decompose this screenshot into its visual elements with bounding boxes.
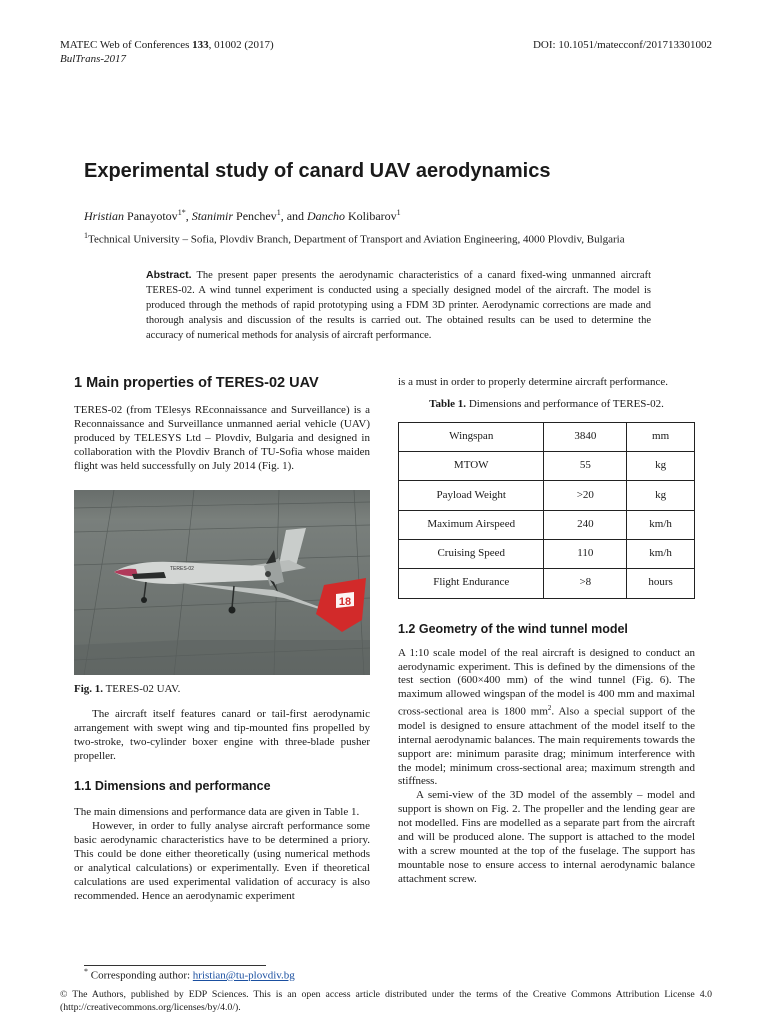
table-row — [399, 510, 695, 539]
author-list: Hristian Panayotov$^{1*}$, Stanimir Penchev$^1$, and Dancho Kolibarov$^1$ — [84, 208, 401, 223]
running-header — [60, 38, 712, 66]
table-cell-value: >8 — [544, 569, 627, 598]
table-row — [399, 569, 695, 598]
abstract-text: The present paper presents the aerodynamic characteristics of a canard fixed-wing unmanned aircraft TERES-02. A wind tunnel experiment is conducted using a specially designed model of the aircraft. The model is produced through the methods of rapid prototyping using a FDM 3D printer. Aerodynamic corrections are made and thorough analysis and discussion of the results is carried out. The obtained results can be used to determine the accuracy of numerical methods for analysis of aircraft performance. — [146, 270, 651, 341]
table-cell-parameter: MTOW — [399, 452, 544, 481]
paragraph: The aircraft itself features canard or tail-first aerodynamic arrangement with swept wing and tip-mounted fins propelled by two-stroke, two-cylinder boxer engine with three-blade pusher propeller. — [74, 708, 370, 763]
paragraph: A 1:10 scale model of the real aircraft is designed to conduct an aerodynamic experiment. This is defined by the dimensions of the test section (600×400 mm) of the wind tunnel (Fig. 6). The maximum allowed wingspan of the model is 400 mm and maximal cross-sectional area is 1800 $mm^2$. Also a special support of the model is designed to ensure attachment of the model itself to the internal aerodynamic balances. The main requirements towards the support are: minimum parasite drag; minimum interference with the model; minimum cross-sectional area; maximum strength and stiffness. — [398, 646, 695, 788]
table-row — [399, 422, 695, 451]
performance-table — [398, 422, 695, 599]
table-cell-value: >20 — [544, 481, 627, 510]
section-heading: 1 Main properties of TERES-02 UAV — [74, 375, 319, 391]
table-cell-parameter: Cruising Speed — [399, 540, 544, 569]
table-cell-unit: kg — [627, 481, 695, 510]
paragraph: The main dimensions and performance data are given in Table 1. — [74, 806, 360, 819]
author-family-name: Kolibarov — [345, 209, 397, 223]
table-cell-value: 3840 — [544, 422, 627, 451]
table-row — [399, 481, 695, 510]
table-cell-value: 55 — [544, 452, 627, 481]
conference-name: BulTrans-2017 — [60, 53, 127, 65]
author-given-name: Hristian — [84, 209, 125, 223]
table-cell-parameter: Maximum Airspeed — [399, 510, 544, 539]
table-cell-parameter: Flight Endurance — [399, 569, 544, 598]
author-family-name: Penchev — [233, 209, 277, 223]
subsection-heading: 1.2 Geometry of the wind tunnel model — [398, 621, 628, 636]
paragraph: A semi-view of the 3D model of the assembly – model and support is shown on Fig. 2. The propeller and the lending gear are not modelled. Fins are modelled as a separate part from the aircraft and will be produced alone. The support is attached to the model with a screw mounted at the top of the fuselage. The support has mountable nose to ensure access to internal aerodynamic balance attachment screw. — [398, 789, 695, 885]
table-cell-unit: km/h — [627, 540, 695, 569]
paragraph: is a must in order to properly determine aircraft performance. — [398, 376, 668, 388]
abstract — [146, 268, 651, 343]
author-family-name: Panayotov — [124, 209, 178, 223]
uav-photo — [74, 490, 370, 675]
table-row — [399, 540, 695, 569]
table-caption: Table 1. Dimensions and performance of TERES-02. — [429, 397, 664, 410]
figure-caption: Fig. 1. TERES-02 UAV. — [74, 682, 181, 695]
affiliation: $^1$Technical University – Sofia, Plovdiv Branch, Department of Transport and Aviation Engineering, 4000 Plovdiv, Bulgaria — [84, 231, 625, 246]
journal-citation: MATEC Web of Conferences 133, 01002 (2017) — [60, 39, 274, 51]
license-notice: © The Authors, published by EDP Sciences. This is an open access article distributed under the terms of the Creative Commons Attribution License 4.0 (http://creativecommons.org/licenses/by/4.0/). — [60, 989, 712, 1013]
table-row — [399, 452, 695, 481]
table-cell-value: 240 — [544, 510, 627, 539]
table-cell-value: 110 — [544, 540, 627, 569]
paragraph: However, in order to fully analyse aircraft performance some basic aerodynamic characteristics have to be determined a priory. This could be done either theoretically (using numerical methods or analytical calculations) or experimentally. Even if theoretical calculations are used experimental validation of accuracy is also recommended. Hence an aerodynamic experiment — [74, 819, 370, 902]
table-cell-unit: kg — [627, 452, 695, 481]
author-given-name: Dancho — [307, 209, 346, 223]
abstract-label: Abstract. — [146, 269, 192, 281]
doi: DOI: 10.1051/matecconf/201713301002 — [532, 39, 712, 51]
paper-title: Experimental study of canard UAV aerodynamics — [84, 160, 551, 182]
subsection-heading: 1.1 Dimensions and performance — [74, 779, 271, 794]
left-column — [74, 374, 370, 903]
paragraph: TERES-02 (from TElesys REconnaissance and Surveillance) is a Reconnaissance and Surveillance unmanned aerial vehicle (UAV) produced by TELESYS Ltd – Plovdiv, Bulgaria and designed in collaboration with the Plovdiv Branch of TU-Sofia whose maiden flight was held successfully on July 2014 (Fig. 1). — [74, 404, 370, 472]
table-cell-unit: km/h — [627, 510, 695, 539]
fuselage-marking: TERES-02 — [170, 565, 194, 572]
table-cell-unit: hours — [627, 569, 695, 598]
table-cell-parameter: Wingspan — [399, 422, 544, 451]
author-given-name: Stanimir — [191, 209, 234, 223]
table-cell-unit: mm — [627, 422, 695, 451]
fin-number: 18 — [338, 595, 352, 608]
right-column — [398, 376, 695, 887]
uav-photo-illustration — [74, 490, 370, 675]
footnote-divider — [84, 965, 266, 966]
table-cell-parameter: Payload Weight — [399, 481, 544, 510]
footnote: * Corresponding author: hristian@tu-plovdiv.bg — [84, 967, 295, 982]
author-email-link[interactable]: hristian@tu-plovdiv.bg — [192, 969, 295, 982]
